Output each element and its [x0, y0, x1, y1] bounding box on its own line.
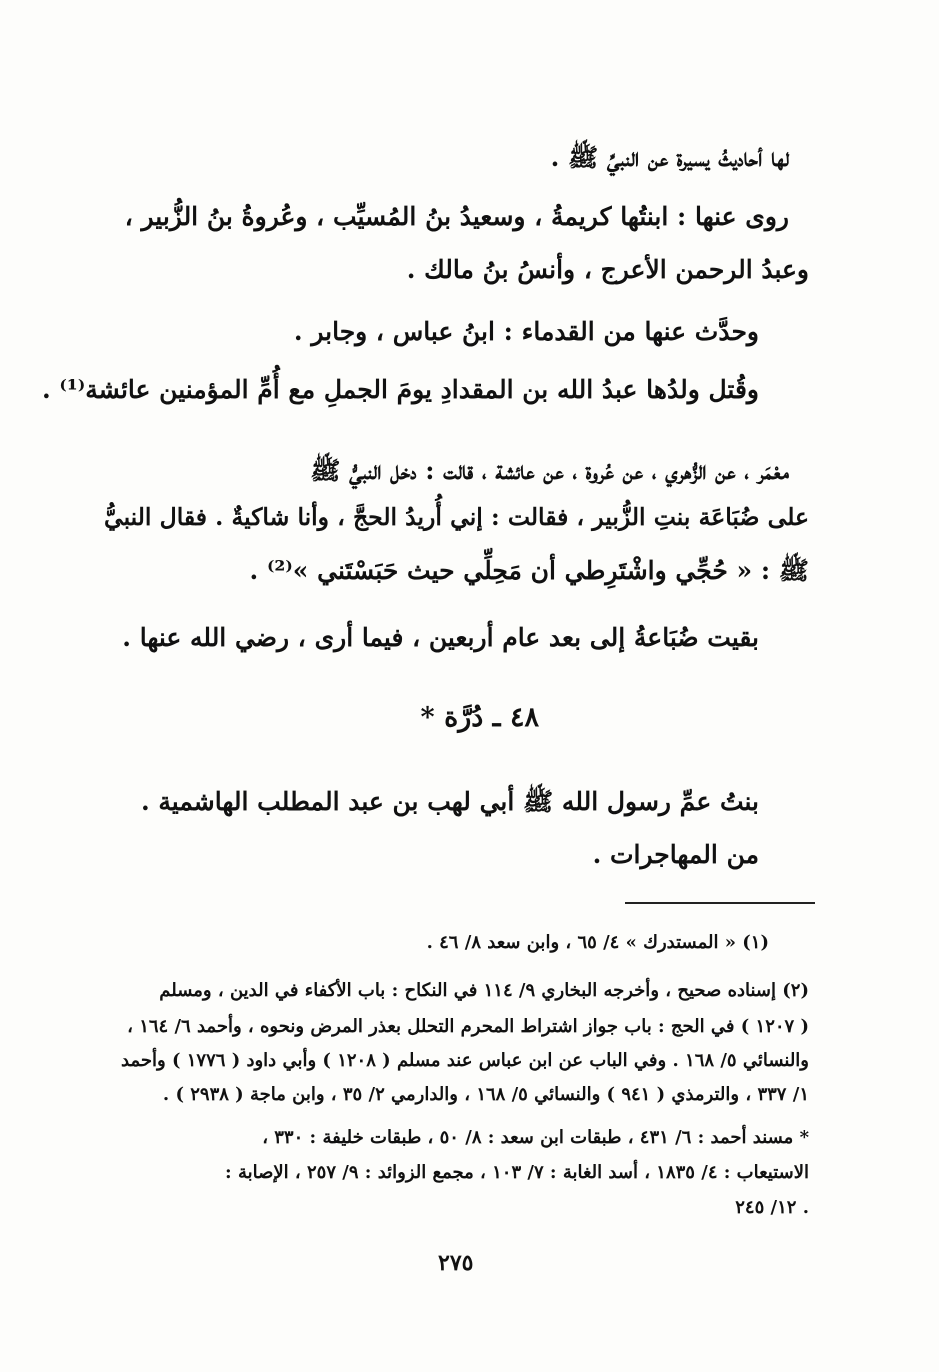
body-line: وحدَّث عنها من القدماء : ابنُ عباس ، وجابر . — [293, 317, 759, 346]
body-line: بقيت ضُبَاعةُ إلى بعد عام أربعين ، فيما أرى ، رضي الله عنها . — [122, 623, 759, 652]
footnote-line: ( ١٢٠٧ ) في الحج : باب جواز اشتراط المحرم التحلل بعذر المرض ونحوه ، وأحمد ٦/ ١٦٤ ، — [127, 1016, 809, 1037]
footnote-line: * مسند أحمد : ٦/ ٤٣١ ، طبقات ابن سعد : ٨/ ٥٠ ، طبقات خليفة : ٣٣٠ ، — [262, 1127, 809, 1148]
body-line: روى عنها : ابنتُها كريمةُ ، وسعيدُ بنُ المُسيِّب ، وعُروةُ بنُ الزُّبير ، — [124, 202, 789, 231]
footnote-line: ١٢/ ٢٤٥ . — [735, 1197, 809, 1218]
body-line: ﷺ : « حُجِّي واشْتَرِطي أن مَحِلِّي حيث حَبَسْتَني »⁽²⁾ . — [249, 556, 809, 585]
section-line: بنتُ عمِّ رسول الله ﷺ أبي لهب بن عبد المطلب الهاشمية . — [141, 787, 759, 816]
page-number: ٢٧٥ — [438, 1250, 474, 1276]
footnote-line: (١) « المستدرك » ٤/ ٦٥ ، وابن سعد ٨/ ٤٦ . — [426, 932, 769, 953]
body-line: على ضُبَاعَة بنتِ الزُّبير ، فقالت : إني أُريدُ الحجَّ ، وأنا شاكيةٌ . فقال النبيُّ — [104, 503, 809, 531]
body-line: معْمَر ، عن الزُّهري ، عن عُروة ، عن عائشة ، قالت : دخل النبيُّ ﷺ — [310, 456, 789, 485]
footnote-line: (٢) إسناده صحيح ، وأخرجه البخاري ٩/ ١١٤ في النكاح : باب الأكفاء في الدين ، ومسلم — [159, 980, 809, 1001]
footnote-line: والنسائي ٥/ ١٦٨ . وفي الباب عن ابن عباس عند مسلم ( ١٢٠٨ ) وأبي داود ( ١٧٧٦ ) وأحمد — [121, 1050, 809, 1071]
body-line: وقُتل ولدُها عبدُ الله بن المقدادِ يومَ الجملِ مع أُمِّ المؤمنين عائشة⁽¹⁾ . — [42, 375, 759, 404]
footnote-separator — [625, 902, 815, 904]
footnote-line: ١/ ٣٣٧ ، والترمذي ( ٩٤١ ) والنسائي ٥/ ١٦٨ ، والدارمي ٢/ ٣٥ ، وابن ماجة ( ٢٩٣٨ ) . — [162, 1084, 809, 1105]
entry-heading: ٤٨ ـ دُرَّة * — [420, 702, 539, 733]
body-line: لها أحاديثُ يسيرة عن النبيِّ ﷺ . — [550, 143, 789, 172]
section-line: من المهاجرات . — [592, 840, 759, 869]
footnote-line: الاستيعاب : ٤/ ١٨٣٥ ، أسد الغابة : ٧/ ١٠٣ ، مجمع الزوائد : ٩/ ٢٥٧ ، الإصابة : — [225, 1162, 809, 1183]
body-line: وعبدُ الرحمن الأعرج ، وأنسُ بنُ مالك . — [406, 255, 809, 284]
